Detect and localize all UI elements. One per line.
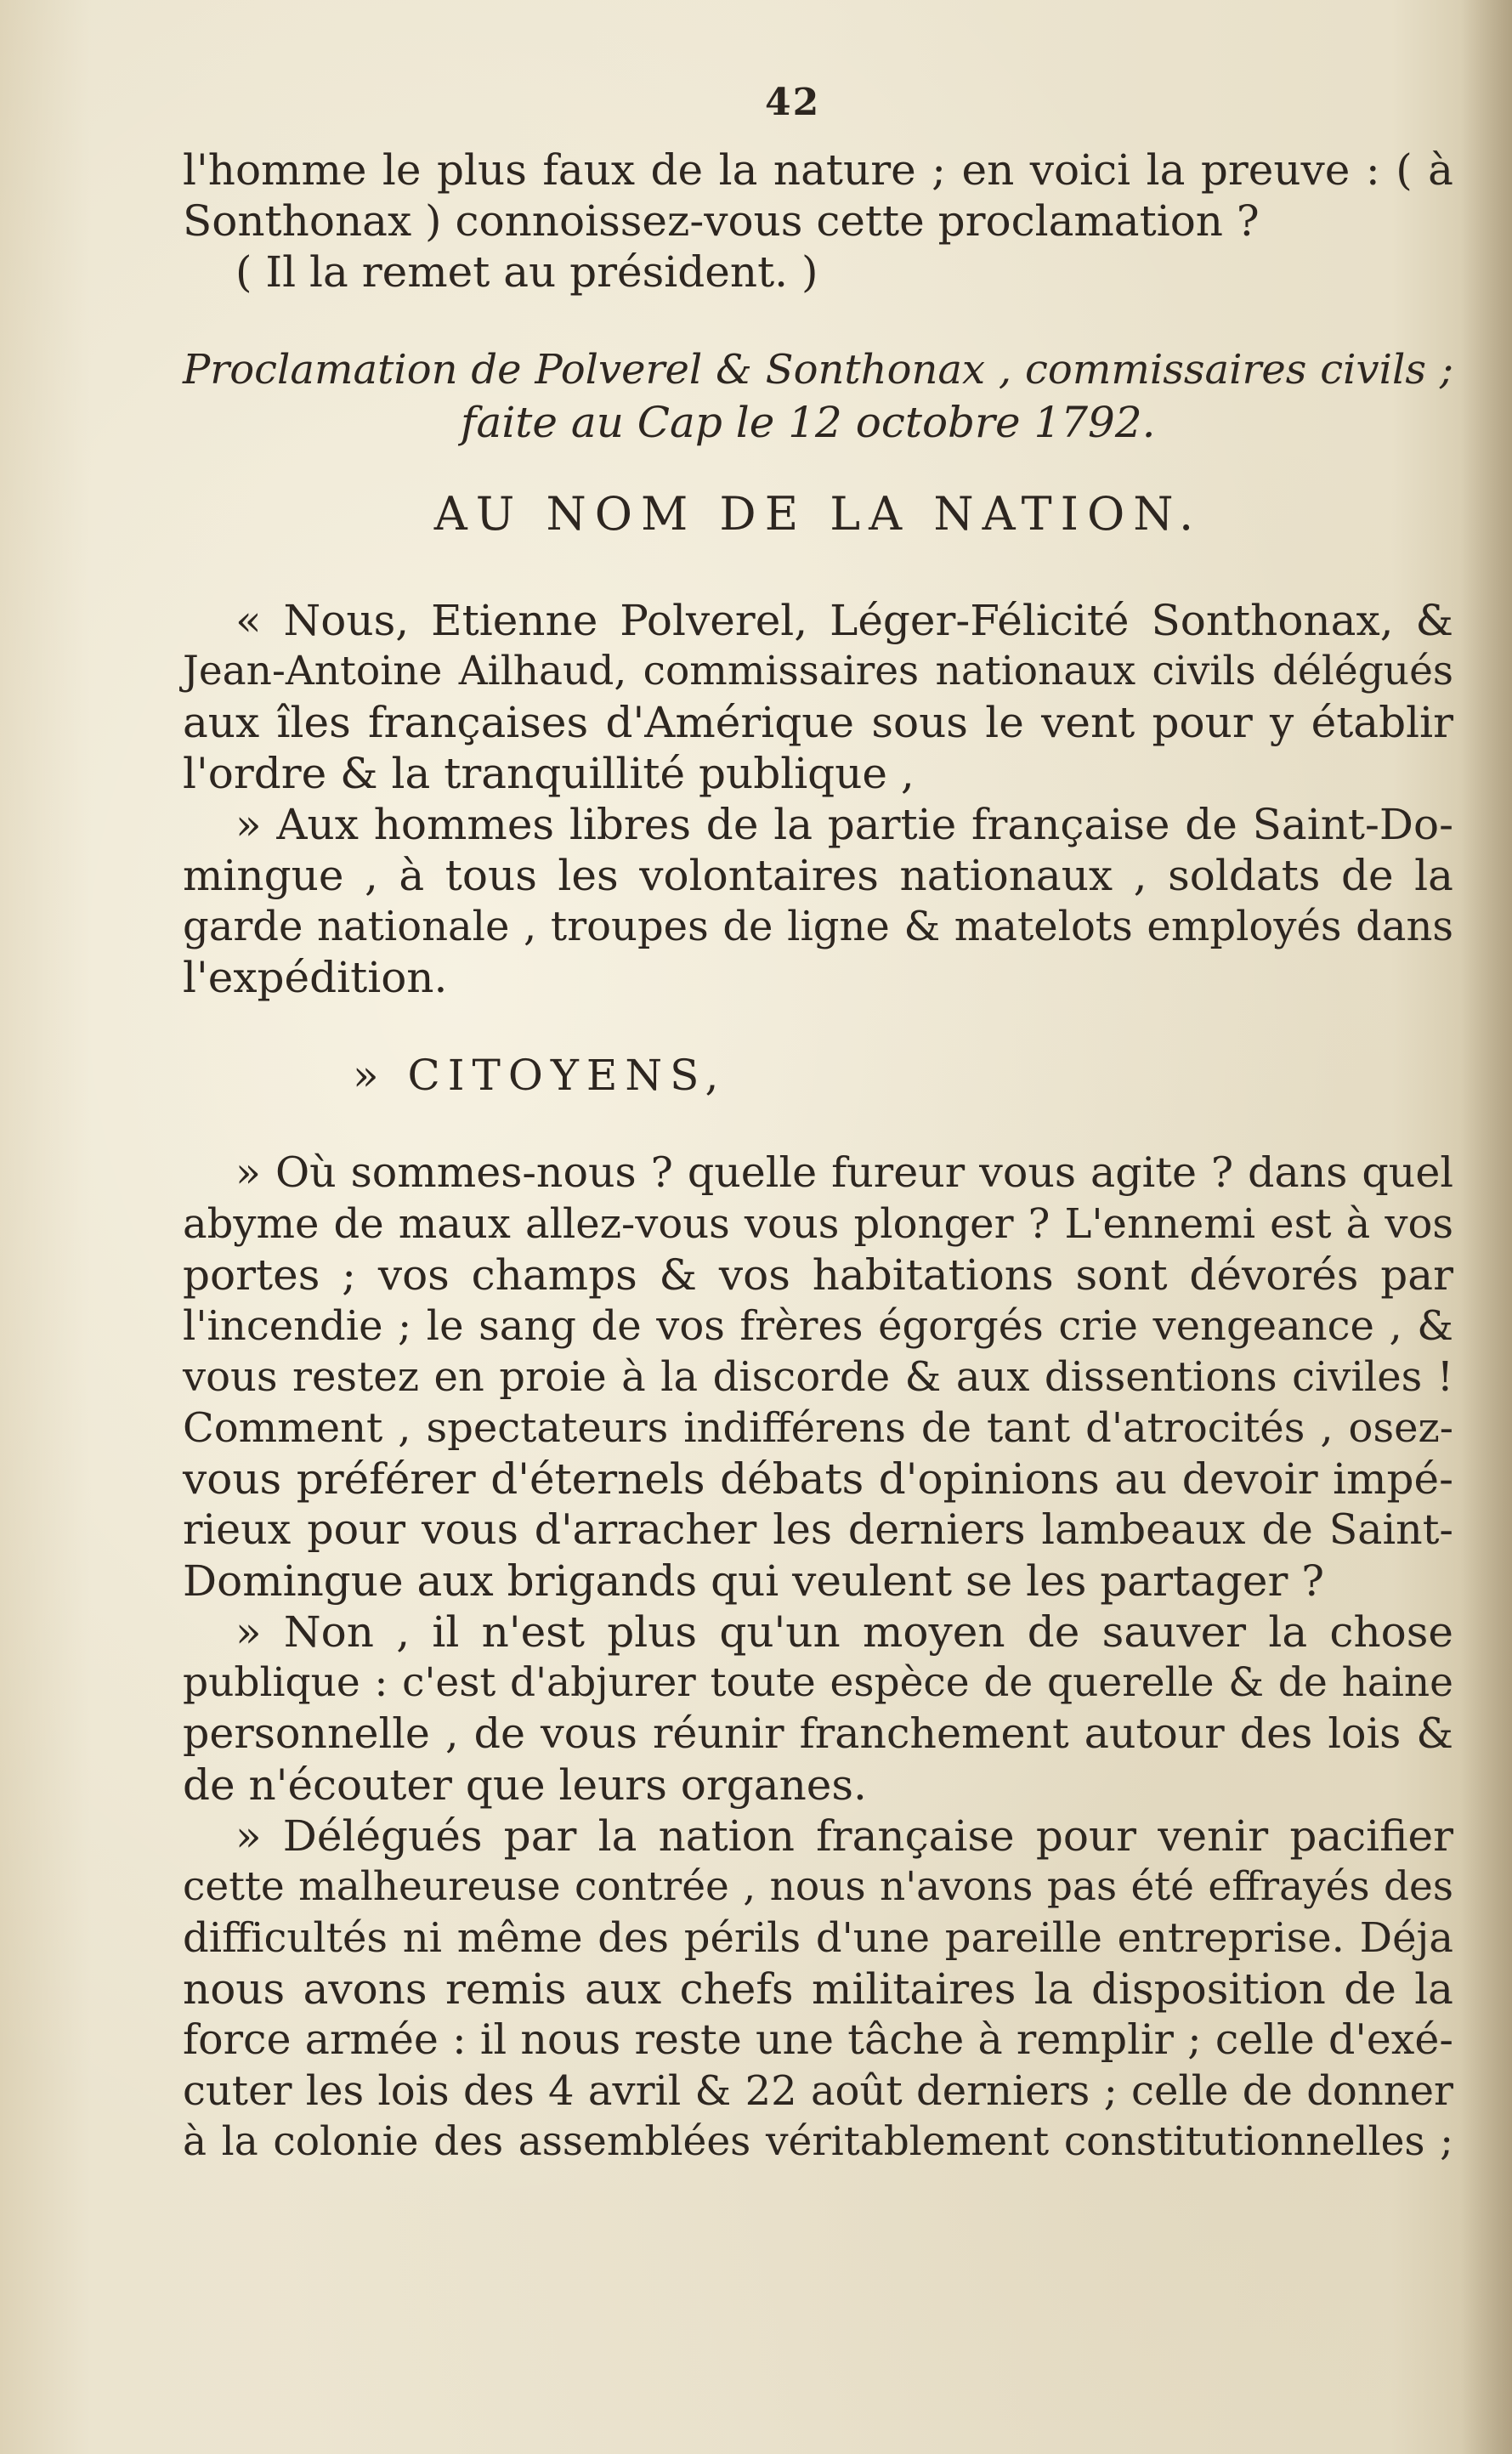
paragraph-line: l'expédition.: [183, 953, 448, 1002]
paragraph-line: » Non , il n'est plus qu'un moyen de sauver la chose: [235, 1607, 1453, 1657]
paragraph-line: Domingue aux brigands qui veulent se les partager ?: [183, 1556, 1325, 1606]
paragraph-line: garde nationale , troupes de ligne & matelots employés dans: [183, 903, 1453, 950]
paragraph-line: personnelle , de vous réunir franchement autour des lois &: [183, 1709, 1453, 1758]
paragraph-line: Comment , spectateurs indifférens de tant d'atrocités , osez-: [183, 1404, 1453, 1452]
paragraph-line: l'ordre & la tranquillité publique ,: [183, 749, 915, 798]
paragraph-line: vous préférer d'éternels débats d'opinions au devoir impé-: [183, 1454, 1453, 1504]
paragraph-line: l'incendie ; le sang de vos frères égorgés crie vengeance , &: [183, 1302, 1453, 1350]
intro-line: Sonthonax ) connoissez-vous cette proclamation ?: [183, 196, 1260, 246]
paragraph-line: Jean-Antoine Ailhaud, commissaires nationaux civils délégués: [183, 648, 1453, 694]
heading: AU NOM DE LA NATION.: [433, 487, 1203, 541]
paragraph-line: publique : c'est d'abjurer toute espèce de querelle & de haine: [183, 1659, 1453, 1706]
paragraph-line: difficultés ni même des périls d'une pareille entreprise. Déja: [183, 1914, 1453, 1962]
paragraph-line: portes ; vos champs & vos habitations sont dévorés par: [183, 1250, 1453, 1300]
paragraph-line: rieux pour vous d'arracher les derniers lambeaux de Saint-: [183, 1505, 1453, 1554]
title-line: faite au Cap le 12 octobre 1792.: [461, 398, 1156, 447]
page-number: 42: [765, 81, 821, 124]
salutation: » CITOYENS,: [353, 1051, 727, 1100]
paragraph-line: cette malheureuse contrée , nous n'avons pas été effrayés des: [183, 1863, 1453, 1910]
paragraph-line: abyme de maux allez-vous vous plonger ? L'ennemi est à vos: [183, 1200, 1453, 1248]
paragraph-line: aux îles françaises d'Amérique sous le vent pour y établir: [183, 698, 1453, 747]
paragraph-line: de n'écouter que leurs organes.: [183, 1760, 867, 1810]
intro-line: ( Il la remet au président. ): [235, 247, 818, 297]
paragraph-line: mingue , à tous les volontaires nationaux , soldats de la: [183, 851, 1453, 900]
binding-shadow: [1461, 0, 1512, 2454]
paragraph-line: vous restez en proie à la discorde & aux dissentions civiles !: [183, 1353, 1453, 1401]
paragraph-line: cuter les lois des 4 avril & 22 août derniers ; celle de donner: [183, 2067, 1453, 2115]
paragraph-line: » Où sommes-nous ? quelle fureur vous agite ? dans quel: [235, 1148, 1453, 1197]
intro-line: l'homme le plus faux de la nature ; en voici la preuve : ( à: [183, 145, 1453, 195]
title-line: Proclamation de Polverel & Sonthonax , commissaires civils ;: [183, 346, 1453, 394]
paragraph-line: » Aux hommes libres de la partie française de Saint-Do-: [235, 800, 1453, 849]
paragraph-line: « Nous, Etienne Polverel, Léger-Félicité Sonthonax, &: [235, 596, 1453, 645]
paragraph-line: à la colonie des assemblées véritablement constitutionnelles ;: [183, 2118, 1453, 2165]
paragraph-line: » Délégués par la nation française pour venir pacifier: [235, 1811, 1453, 1861]
paragraph-line: force armée : il nous reste une tâche à remplir ; celle d'exé-: [183, 2015, 1453, 2064]
paragraph-line: nous avons remis aux chefs militaires la disposition de la: [183, 1964, 1453, 2014]
